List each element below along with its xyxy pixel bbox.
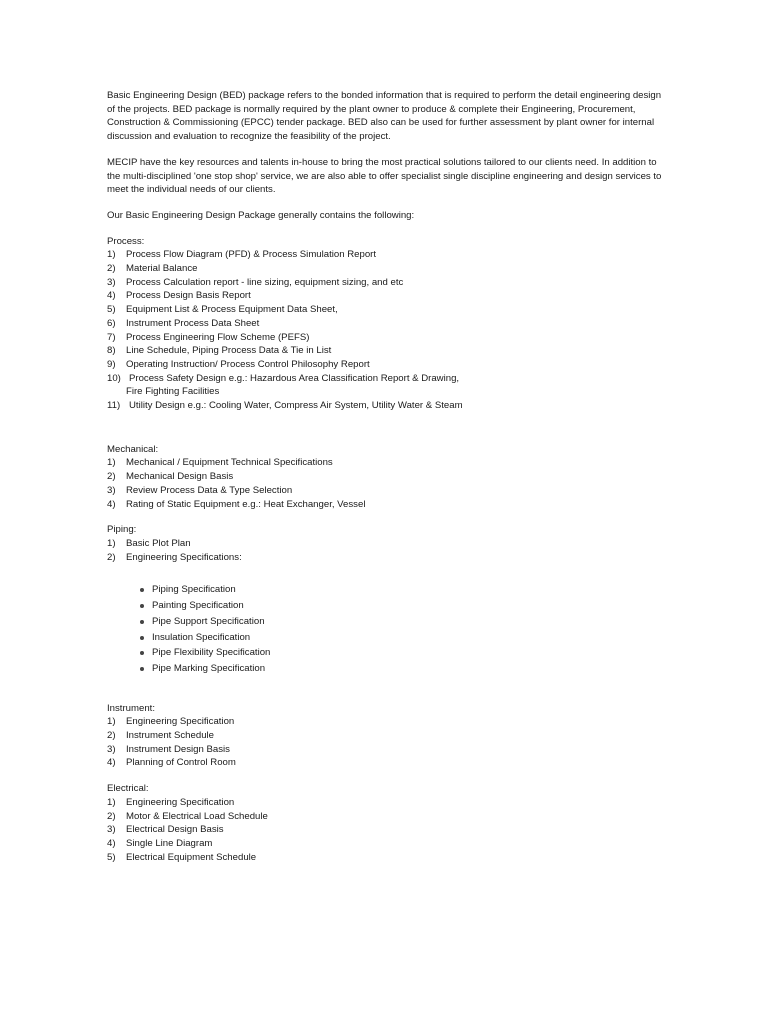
instrument-list	[107, 715, 768, 770]
list-item: 9) Operating Instruction/ Process Control Philosophy Report	[107, 358, 370, 370]
list-item: 1) Engineering Specification	[107, 716, 235, 728]
list-item: 1) Mechanical / Equipment Technical Specifications	[107, 457, 333, 469]
list-item: 2) Mechanical Design Basis	[107, 471, 234, 483]
bullet-icon	[140, 588, 144, 592]
list-item: 1) Process Flow Diagram (PFD) & Process Simulation Report	[107, 249, 377, 261]
bullet-icon	[140, 604, 144, 608]
list-item: 2) Motor & Electrical Load Schedule	[107, 810, 268, 822]
mechanical-title: Mechanical:	[107, 443, 159, 455]
mechanical-list	[107, 456, 768, 511]
list-item: 4) Rating of Static Equipment e.g.: Heat Exchanger, Vessel	[107, 498, 366, 510]
list-item: Pipe Marking Specification	[140, 661, 768, 677]
list-item: 5) Electrical Equipment Schedule	[107, 851, 257, 863]
list-item: 4) Planning of Control Room	[107, 757, 236, 769]
list-item: Pipe Support Specification	[140, 614, 768, 630]
electrical-title: Electrical:	[107, 783, 149, 795]
list-item: 2) Instrument Schedule	[107, 730, 214, 742]
process-title: Process:	[107, 235, 145, 247]
list-item: 4) Single Line Diagram	[107, 837, 213, 849]
list-item: Painting Specification	[140, 598, 768, 614]
piping-section	[107, 523, 768, 676]
list-item: 4) Process Design Basis Report	[107, 290, 251, 302]
list-item: 2) Material Balance	[107, 263, 198, 275]
list-item: 3) Electrical Design Basis	[107, 824, 224, 836]
process-section	[107, 235, 768, 413]
intro-paragraph-bed: Basic Engineering Design (BED) package refers to the bonded information that is required to perform the detail engineering design of the projects. BED package is normally required by the plant owner to produce & complete their Engineering, Procurement, Construction & Commissioning (EPCC) tender package. BED also can be used for further assessment by plant owner for internal discussion and evaluation to recognize the feasibility of the project.	[107, 90, 662, 143]
mechanical-section	[107, 443, 768, 512]
list-item: Piping Specification	[140, 582, 768, 598]
bullet-icon	[140, 667, 144, 671]
list-item: 1) Basic Plot Plan	[107, 537, 191, 549]
list-item: 3) Review Process Data & Type Selection	[107, 484, 293, 496]
process-list	[107, 248, 768, 412]
list-item: 3) Process Calculation report - line sizing, equipment sizing, and etc	[107, 276, 404, 288]
list-item: 5) Equipment List & Process Equipment Data Sheet,	[107, 304, 338, 316]
piping-list	[107, 537, 768, 564]
electrical-list	[107, 796, 768, 865]
list-item: 11) Utility Design e.g.: Cooling Water, Compress Air System, Utility Water & Steam	[107, 400, 463, 412]
list-item: 6) Instrument Process Data Sheet	[107, 317, 260, 329]
instrument-section	[107, 702, 768, 771]
list-item: 8) Line Schedule, Piping Process Data & Tie in List	[107, 345, 332, 357]
list-item: Insulation Specification	[140, 630, 768, 646]
instrument-title: Instrument:	[107, 702, 155, 714]
list-item: 7) Process Engineering Flow Scheme (PEFS)	[107, 331, 310, 343]
piping-specifications-list	[140, 582, 768, 676]
list-item: 1) Engineering Specification	[107, 796, 235, 808]
electrical-section	[107, 782, 768, 864]
bullet-icon	[140, 636, 144, 640]
intro-paragraph-mecip: MECIP have the key resources and talents in-house to bring the most practical solutions tailored to our clients need. In addition to the multi-disciplined 'one stop shop' service, we are also able to offer specialist single discipline engineering and design services to meet the individual needs of our clients.	[107, 156, 662, 196]
bullet-icon	[140, 620, 144, 624]
list-item: 3) Instrument Design Basis	[107, 743, 230, 755]
bullet-icon	[140, 651, 144, 655]
intro-paragraph-contents: Our Basic Engineering Design Package generally contains the following:	[107, 209, 415, 221]
piping-title: Piping:	[107, 524, 137, 536]
list-item: Pipe Flexibility Specification	[140, 645, 768, 661]
list-item: 2) Engineering Specifications:	[107, 551, 242, 563]
list-item: 10) Process Safety Design e.g.: Hazardous Area Classification Report & Drawing, Fire Fighting Facilities	[107, 372, 460, 398]
